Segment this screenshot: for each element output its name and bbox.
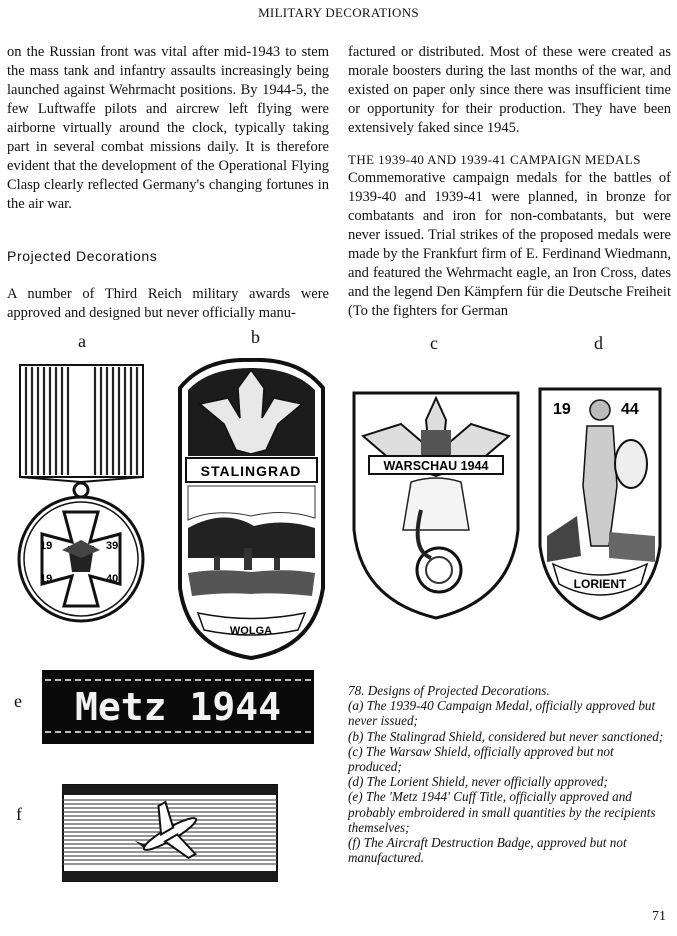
figure-letter-b: b [251,327,260,347]
stalingrad-label: STALINGRAD [200,463,302,479]
caption-item-c: (c) The Warsaw Shield, officially approved but not produced; [348,743,614,775]
caption-item-b: (b) The Stalingrad Shield, considered but never sanctioned; [348,728,664,744]
section-heading: Projected Decorations [7,248,158,264]
medal-year-bottom-right: 40 [106,573,119,585]
figure-letter-a: a [78,331,86,351]
caption-item-d: (d) The Lorient Shield, never officially approved; [348,774,608,790]
medal-year-top-right: 39 [106,540,119,552]
caption-item-a: (a) The 1939-40 Campaign Medal, officially approved but never issued; [348,698,656,729]
warschau-label: WARSCHAU 1944 [383,459,489,473]
figure-letter-f: f [16,804,22,824]
caption-item-f: (f) The Aircraft Destruction Badge, approved but not manufactured. [348,835,627,866]
campaign-medals-subheading: THE 1939-40 AND 1939-41 CAMPAIGN MEDALS [348,152,641,167]
figure-letter-d: d [594,333,603,353]
warsaw-shield-image [351,390,521,620]
left-column [7,43,329,323]
lorient-shield-image [537,386,663,622]
cuff-title-top-stitching [45,679,311,683]
cuff-title-bottom-stitching [45,731,311,735]
running-title: MILITARY DECORATIONS [258,5,419,20]
right-column [348,43,671,321]
wolga-label: WOLGA [229,625,273,637]
figure-letter-e: e [14,691,22,711]
left-paragraph-1: on the Russian front was vital after mid-1943 to stem the mass tank and infantry assaults increasingly being launched against Wehrmacht positions. By 1944-5, the few Luftwaffe pilots and aircrew left flying were airborne virtually around the clock, typically taking part in several combat missions daily. It is therefore evident that the development of the Operational Flying Clasp clearly reflected Germany's changing fortunes in the air war. [7,44,329,212]
right-paragraph-1: factured or distributed. Most of these were created as morale boosters during the last months of the war, and existed on paper only since there was insufficient time or opportunity for their production. They have been extensively faked since 1945. [348,44,671,136]
lorient-year-right: 44 [621,401,639,418]
campaign-medal-image [14,362,149,626]
figure-caption [348,683,670,865]
page-number: 71 [652,909,666,924]
lorient-year-left: 19 [553,401,571,418]
stalingrad-shield-image [174,358,329,663]
lorient-label: LORIENT [573,577,627,591]
medal-year-top-left: 19 [40,540,53,552]
metz-cuff-title-text: Metz 1944 [75,685,281,729]
aircraft-destruction-badge-image [62,784,278,882]
medal-year-bottom-left: 19 [40,573,53,585]
caption-title: 78. Designs of Projected Decorations. [348,683,550,698]
right-paragraph-2: Commemorative campaign medals for the battles of 1939-40 and 1939-41 were planned, in bronze for combatants and iron for non-combatants, but were never issued. Trial strikes of the proposed medals were made by the Frankfurt firm of E. Ferdinand Wiedmann, and featured the Wehrmacht eagle, an Iron Cross, dates and the legend Den Kämpfern für die Deutsche Freiheit (To the fighters for German [348,170,671,319]
left-paragraph-2: A number of Third Reich military awards were approved and designed but never officially manu- [7,286,329,321]
caption-item-e: (e) The 'Metz 1944' Cuff Title, officially approved and probably embroidered in small quantities by the recipients themselves; [348,789,656,835]
figure-letter-c: c [430,333,438,353]
metz-cuff-title-image [42,670,314,744]
